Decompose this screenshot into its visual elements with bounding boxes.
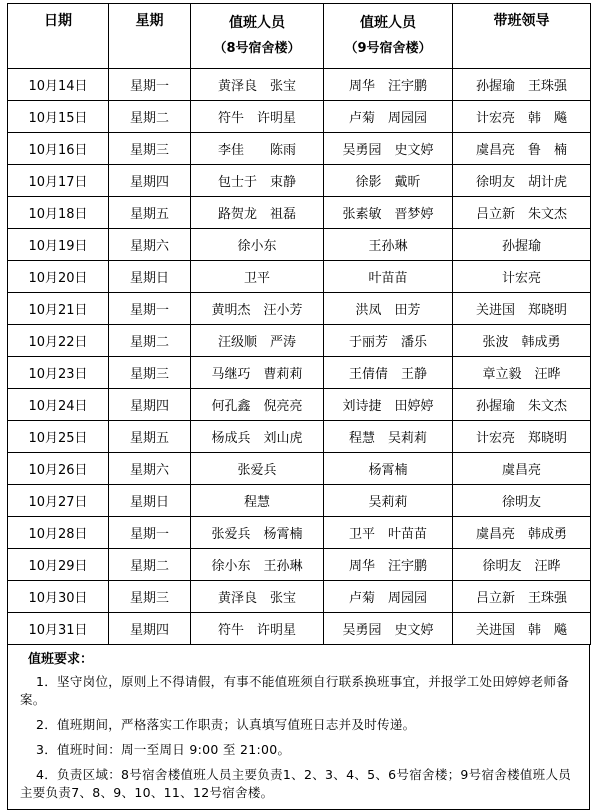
- header-building8-sub: （8号宿舍楼）: [213, 41, 301, 56]
- cell-building8-staff: 张爱兵: [191, 453, 324, 485]
- cell-building9-staff: 刘诗捷 田婷婷: [324, 389, 453, 421]
- cell-weekday: 星期一: [109, 69, 191, 101]
- cell-building8-staff: 马继巧 曹莉莉: [191, 357, 324, 389]
- duty-roster-table: [7, 3, 591, 645]
- cell-date: 10月29日: [8, 549, 109, 581]
- header-leader: 带班领导: [453, 4, 591, 69]
- cell-leader: 徐明友 胡计虎: [453, 165, 591, 197]
- table-row: [8, 229, 591, 261]
- cell-date: 10月15日: [8, 101, 109, 133]
- requirements-list: [20, 673, 579, 802]
- cell-date: 10月21日: [8, 293, 109, 325]
- table-row: [8, 325, 591, 357]
- cell-weekday: 星期五: [109, 421, 191, 453]
- cell-building9-staff: 卫平 叶苗苗: [324, 517, 453, 549]
- cell-leader: 计宏亮 韩 飚: [453, 101, 591, 133]
- cell-leader: 虞昌亮 鲁 楠: [453, 133, 591, 165]
- cell-building8-staff: 黄泽良 张宝: [191, 69, 324, 101]
- cell-weekday: 星期二: [109, 101, 191, 133]
- cell-building8-staff: 张爱兵 杨霄楠: [191, 517, 324, 549]
- cell-building9-staff: 王倩倩 王静: [324, 357, 453, 389]
- cell-building8-staff: 李佳 陈雨: [191, 133, 324, 165]
- cell-leader: 孙握瑜: [453, 229, 591, 261]
- cell-weekday: 星期二: [109, 325, 191, 357]
- cell-building9-staff: 卢菊 周园园: [324, 581, 453, 613]
- cell-building9-staff: 卢菊 周园园: [324, 101, 453, 133]
- cell-building8-staff: 符牛 许明星: [191, 101, 324, 133]
- duty-roster-sheet: [7, 3, 590, 810]
- header-building8-staff: [191, 4, 324, 69]
- requirement-item: 4．负责区域：8号宿舍楼值班人员主要负责1、2、3、4、5、6号宿舍楼；9号宿舍楼值班人员主要负责7、8、9、10、11、12号宿舍楼。: [20, 767, 572, 800]
- cell-date: 10月23日: [8, 357, 109, 389]
- cell-building8-staff: 卫平: [191, 261, 324, 293]
- header-building8-title: 值班人员: [229, 15, 285, 31]
- cell-building9-staff: 杨霄楠: [324, 453, 453, 485]
- requirement-item: 3．值班时间：周一至周日 9:00 至 21:00。: [36, 742, 291, 757]
- cell-weekday: 星期三: [109, 581, 191, 613]
- table-row: [8, 293, 591, 325]
- cell-date: 10月18日: [8, 197, 109, 229]
- table-row: [8, 389, 591, 421]
- cell-leader: 孙握瑜 朱文杰: [453, 389, 591, 421]
- cell-building8-staff: 汪级顺 严涛: [191, 325, 324, 357]
- header-building9-title: 值班人员: [360, 15, 416, 31]
- duty-roster-body: [8, 69, 591, 645]
- cell-date: 10月20日: [8, 261, 109, 293]
- cell-building9-staff: 吴勇园 史文婷: [324, 613, 453, 645]
- cell-building8-staff: 徐小东 王孙琳: [191, 549, 324, 581]
- cell-building9-staff: 周华 汪宇鹏: [324, 69, 453, 101]
- table-row: [8, 485, 591, 517]
- cell-weekday: 星期六: [109, 229, 191, 261]
- cell-date: 10月25日: [8, 421, 109, 453]
- cell-weekday: 星期六: [109, 453, 191, 485]
- cell-weekday: 星期四: [109, 165, 191, 197]
- table-row: [8, 421, 591, 453]
- cell-weekday: 星期四: [109, 389, 191, 421]
- cell-leader: 吕立新 朱文杰: [453, 197, 591, 229]
- cell-building9-staff: 洪凤 田芳: [324, 293, 453, 325]
- cell-leader: 徐明友: [453, 485, 591, 517]
- cell-date: 10月19日: [8, 229, 109, 261]
- table-row: [8, 165, 591, 197]
- cell-leader: 张波 韩成勇: [453, 325, 591, 357]
- cell-leader: 章立毅 汪晔: [453, 357, 591, 389]
- cell-leader: 吕立新 王珠强: [453, 581, 591, 613]
- cell-date: 10月28日: [8, 517, 109, 549]
- table-row: [8, 69, 591, 101]
- cell-leader: 关进国 韩 飚: [453, 613, 591, 645]
- cell-building8-staff: 杨成兵 刘山虎: [191, 421, 324, 453]
- cell-weekday: 星期三: [109, 133, 191, 165]
- cell-weekday: 星期二: [109, 549, 191, 581]
- cell-weekday: 星期日: [109, 485, 191, 517]
- cell-building9-staff: 周华 汪宇鹏: [324, 549, 453, 581]
- cell-building9-staff: 吴勇园 史文婷: [324, 133, 453, 165]
- table-row: [8, 357, 591, 389]
- table-row: [8, 101, 591, 133]
- requirements-heading: 值班要求：: [28, 652, 94, 667]
- cell-date: 10月27日: [8, 485, 109, 517]
- cell-building8-staff: 符牛 许明星: [191, 613, 324, 645]
- cell-date: 10月17日: [8, 165, 109, 197]
- cell-building9-staff: 张素敏 晋梦婷: [324, 197, 453, 229]
- cell-building8-staff: 路贺龙 祖磊: [191, 197, 324, 229]
- cell-building9-staff: 徐影 戴昕: [324, 165, 453, 197]
- cell-leader: 徐明友 汪晔: [453, 549, 591, 581]
- header-building9-sub: （9号宿舍楼）: [344, 41, 432, 56]
- cell-building8-staff: 黄明杰 汪小芳: [191, 293, 324, 325]
- table-row: [8, 549, 591, 581]
- cell-leader: 关进国 郑晓明: [453, 293, 591, 325]
- header-building9-staff: [324, 4, 453, 69]
- cell-leader: 虞昌亮: [453, 453, 591, 485]
- cell-date: 10月14日: [8, 69, 109, 101]
- cell-building9-staff: 吴莉莉: [324, 485, 453, 517]
- table-row: [8, 581, 591, 613]
- cell-leader: 计宏亮: [453, 261, 591, 293]
- table-row: [8, 261, 591, 293]
- table-row: [8, 453, 591, 485]
- table-row: [8, 197, 591, 229]
- table-row: [8, 517, 591, 549]
- cell-building9-staff: 程慧 吴莉莉: [324, 421, 453, 453]
- cell-building8-staff: 徐小东: [191, 229, 324, 261]
- duty-requirements: [7, 645, 590, 810]
- requirement-item: 2．值班期间，严格落实工作职责；认真填写值班日志并及时传递。: [36, 717, 416, 732]
- cell-date: 10月26日: [8, 453, 109, 485]
- table-row: [8, 613, 591, 645]
- table-row: [8, 133, 591, 165]
- header-date: 日期: [8, 4, 109, 69]
- cell-date: 10月22日: [8, 325, 109, 357]
- cell-building8-staff: 何孔鑫 倪亮亮: [191, 389, 324, 421]
- cell-building9-staff: 叶苗苗: [324, 261, 453, 293]
- cell-date: 10月30日: [8, 581, 109, 613]
- table-header-row: [8, 4, 591, 69]
- cell-date: 10月24日: [8, 389, 109, 421]
- cell-weekday: 星期一: [109, 293, 191, 325]
- cell-date: 10月31日: [8, 613, 109, 645]
- cell-weekday: 星期三: [109, 357, 191, 389]
- header-weekday: 星期: [109, 4, 191, 69]
- cell-building8-staff: 程慧: [191, 485, 324, 517]
- cell-building9-staff: 于丽芳 潘乐: [324, 325, 453, 357]
- cell-leader: 孙握瑜 王珠强: [453, 69, 591, 101]
- cell-building8-staff: 黄泽良 张宝: [191, 581, 324, 613]
- cell-date: 10月16日: [8, 133, 109, 165]
- cell-leader: 虞昌亮 韩成勇: [453, 517, 591, 549]
- requirement-item: 1．坚守岗位，原则上不得请假，有事不能值班须自行联系换班事宜，并报学工处田婷婷老师备案。: [20, 674, 570, 707]
- cell-weekday: 星期日: [109, 261, 191, 293]
- cell-weekday: 星期一: [109, 517, 191, 549]
- cell-leader: 计宏亮 郑晓明: [453, 421, 591, 453]
- cell-building9-staff: 王孙琳: [324, 229, 453, 261]
- cell-building8-staff: 包士于 束静: [191, 165, 324, 197]
- cell-weekday: 星期四: [109, 613, 191, 645]
- cell-weekday: 星期五: [109, 197, 191, 229]
